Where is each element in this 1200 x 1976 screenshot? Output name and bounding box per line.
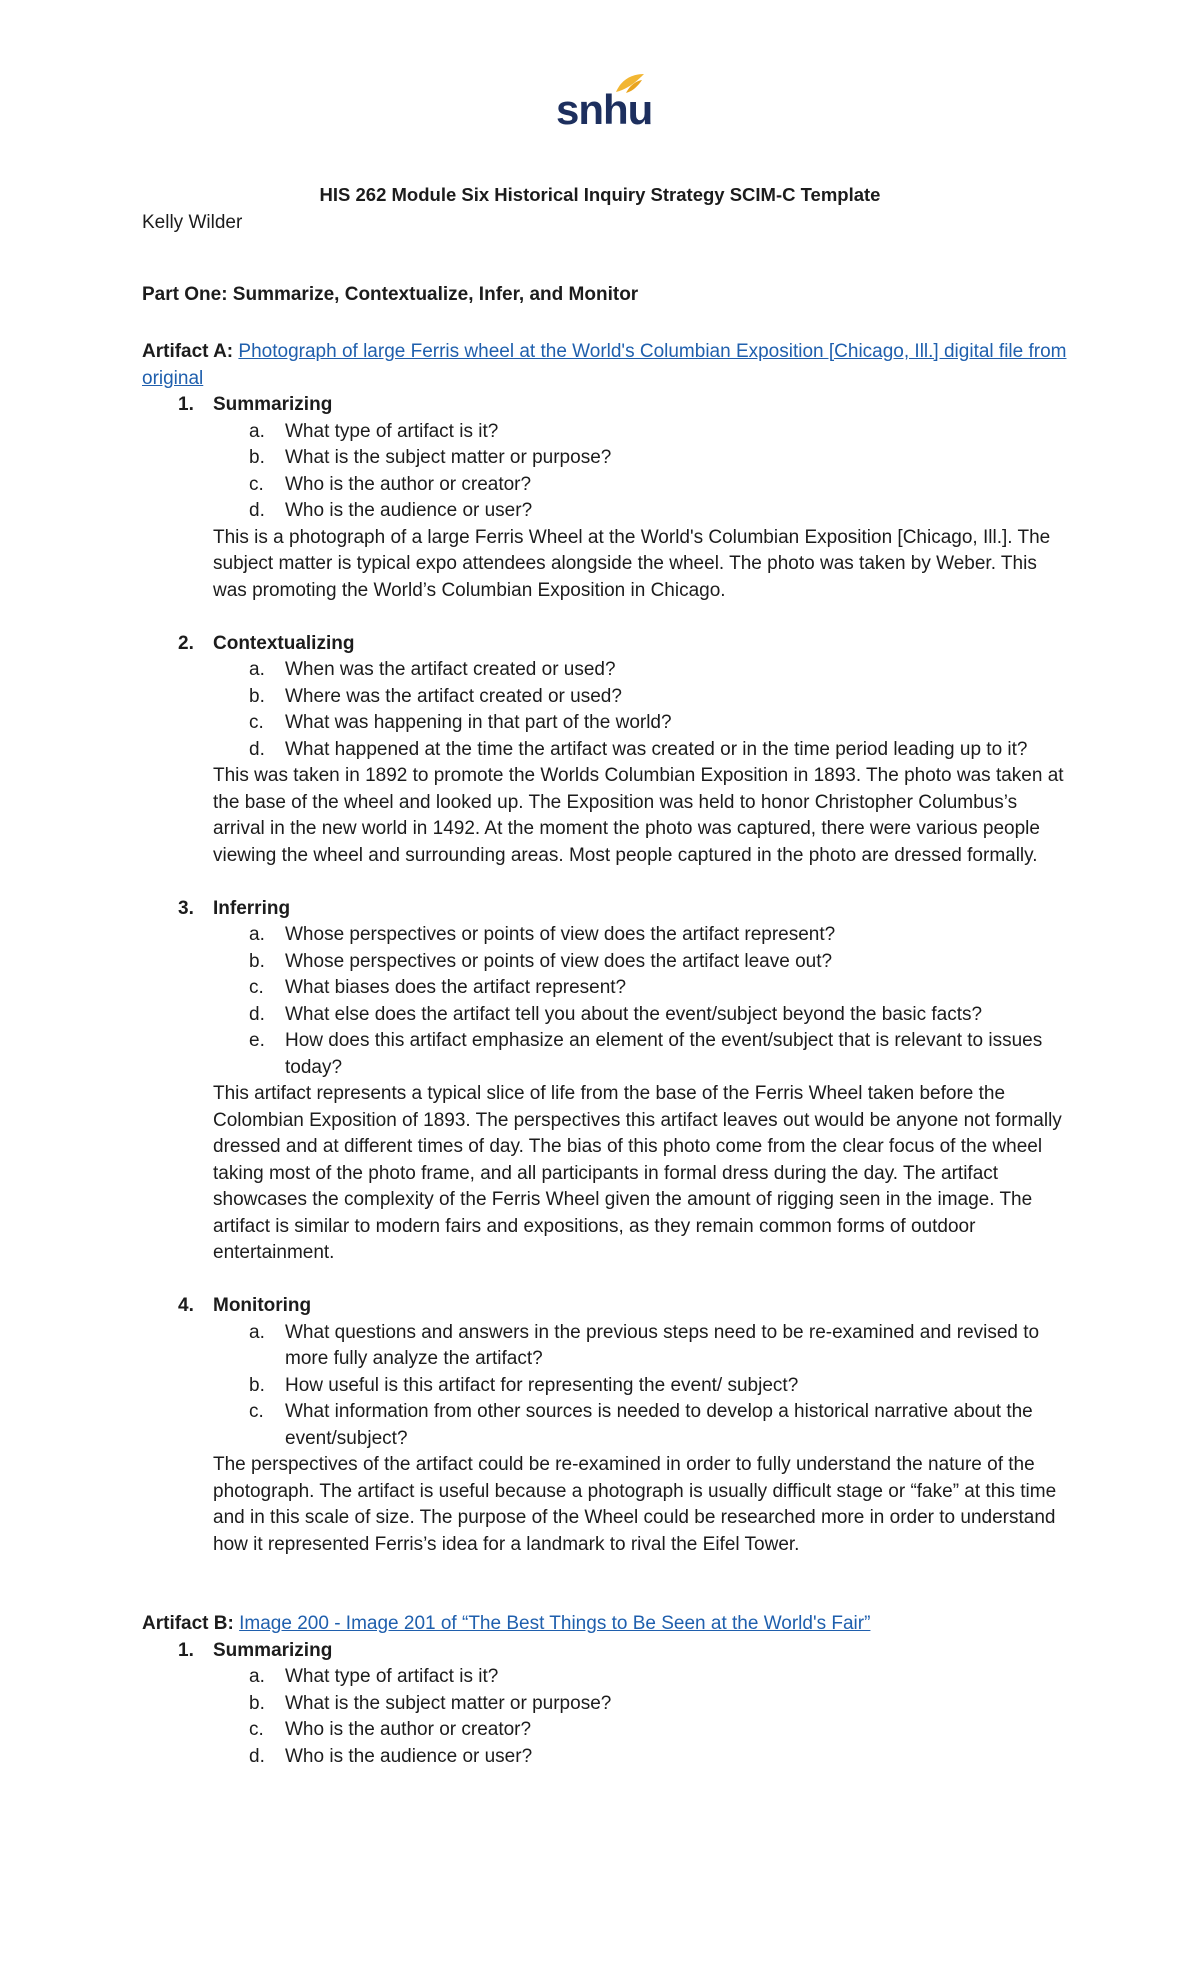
question-item (249, 657, 1072, 684)
artifact-a-link[interactable]: Photograph of large Ferris wheel at the World's Columbian Exposition [Chicago, Ill.] digital file from original (142, 341, 1067, 389)
question-letter: a. (249, 420, 265, 442)
artifact-b-link[interactable]: Image 200 - Image 201 of “The Best Things to Be Seen at the World's Fair” (239, 1613, 871, 1634)
section-number: 1. (178, 394, 194, 415)
question-item (249, 975, 1072, 1002)
question-text: Who is the audience or user? (285, 1745, 533, 1767)
question-letter: e. (249, 1030, 265, 1051)
artifact-a-heading (142, 339, 1072, 392)
author-name: Kelly Wilder (142, 212, 243, 233)
question-letter: b. (249, 447, 265, 468)
question-text: What was happening in that part of the world? (285, 712, 672, 733)
question-item (249, 949, 1072, 976)
question-item (249, 684, 1072, 711)
answer-paragraph: The perspectives of the artifact could be re-examined in order to fully understand the nature of the photograph. The artifact is useful because a photograph is usually difficult stage or “fake” at this time and in this scale of size. The purpose of the Wheel could be researched more in order to understand how it represented Ferris’s idea for a landmark to rival the Eifel Tower. (213, 1454, 1057, 1555)
section-number: 2. (178, 632, 194, 654)
question-text: What type of artifact is it? (285, 420, 499, 442)
section-summarizing (142, 392, 1072, 419)
section-number: 4. (178, 1295, 194, 1316)
section-title: Summarizing (213, 1639, 333, 1661)
question-item (249, 1399, 1072, 1452)
logo-wordmark: snhu (556, 86, 653, 133)
question-letter: d. (249, 1003, 265, 1025)
artifact-label: Artifact A: (142, 341, 234, 362)
question-item (249, 472, 1072, 499)
question-letter: c. (249, 1719, 264, 1740)
question-letter: a. (249, 1321, 265, 1343)
answer-paragraph: This is a photograph of a large Ferris Wheel at the World's Columbian Exposition [Chicago, Ill.]. The subject matter is typical expo attendees alongside the wheel. The photo was taken by Weber. This was promoting the World’s Columbian Exposition in Chicago. (213, 526, 1051, 601)
question-text: Where was the artifact created or used? (285, 685, 622, 707)
question-letter: d. (249, 1745, 265, 1767)
question-text: What is the subject matter or purpose? (285, 1692, 612, 1714)
snhu-logo (556, 72, 652, 134)
question-item (249, 419, 1072, 446)
question-text: What else does the artifact tell you about the event/subject beyond the basic facts? (285, 1003, 983, 1025)
question-text: What information from other sources is needed to develop a historical narrative about the event/subject? (285, 1401, 1033, 1449)
question-letter: a. (249, 659, 265, 680)
section-title: Summarizing (213, 394, 333, 415)
answer-paragraph: This was taken in 1892 to promote the Worlds Columbian Exposition in 1893. The photo was taken at the base of the wheel and looked up. The Exposition was held to honor Christopher Columbus’s arrival in the new world in 1492. At the moment the photo was captured, there were various people viewing the wheel and surrounding areas. Most people captured in the photo are dressed formally. (213, 765, 1064, 866)
section-title: Contextualizing (213, 632, 355, 654)
question-item (249, 1028, 1072, 1081)
question-letter: b. (249, 1374, 265, 1396)
question-letter: d. (249, 500, 265, 521)
question-letter: b. (249, 685, 265, 707)
section-title: Inferring (213, 897, 291, 919)
question-letter: c. (249, 977, 264, 998)
question-item (249, 1717, 1072, 1744)
question-item (249, 1691, 1072, 1718)
section-inferring (142, 896, 1072, 923)
question-letter: a. (249, 924, 265, 945)
artifact-b-heading (142, 1611, 1072, 1638)
question-text: What type of artifact is it? (285, 1666, 499, 1687)
question-text: What questions and answers in the previous steps need to be re-examined and revised to more fully analyze the artifact? (285, 1321, 1040, 1369)
question-item (249, 445, 1072, 472)
artifact-label: Artifact B: (142, 1613, 234, 1634)
question-text: What biases does the artifact represent? (285, 977, 627, 998)
question-text: Whose perspectives or points of view does the artifact leave out? (285, 950, 833, 972)
question-letter: c. (249, 712, 264, 733)
question-item (249, 1744, 1072, 1771)
question-letter: c. (249, 473, 264, 495)
question-item (249, 1373, 1072, 1400)
answer-paragraph: This artifact represents a typical slice of life from the base of the Ferris Wheel taken before the Colombian Exposition of 1893. The perspectives this artifact leaves out would be anyone not formally dressed and at different times of day. The bias of this photo come from the clear focus of the wheel taking most of the photo frame, and all participants in formal dress during the day. The artifact showcases the complexity of the Ferris Wheel given the amount of rigging seen in the image. The artifact is similar to modern fairs and expositions, as they remain common forms of outdoor entertainment. (213, 1083, 1062, 1263)
question-text: How does this artifact emphasize an element of the event/subject that is relevant to issues today? (285, 1030, 1043, 1078)
question-text: Who is the author or creator? (285, 473, 532, 495)
question-text: How useful is this artifact for representing the event/ subject? (285, 1374, 799, 1396)
question-text: Whose perspectives or points of view does the artifact represent? (285, 924, 836, 945)
question-letter: c. (249, 1401, 264, 1422)
question-text: What is the subject matter or purpose? (285, 447, 612, 468)
document-body (142, 339, 1072, 1770)
page-title: HIS 262 Module Six Historical Inquiry Strategy SCIM-C Template (319, 184, 881, 205)
question-text: Who is the audience or user? (285, 500, 533, 521)
question-letter: b. (249, 1692, 265, 1714)
question-text: What happened at the time the artifact was created or in the time period leading up to it? (285, 738, 1028, 760)
question-item (249, 1320, 1072, 1373)
question-item (249, 922, 1072, 949)
question-item (249, 1664, 1072, 1691)
section-monitoring (142, 1293, 1072, 1320)
question-item (249, 498, 1072, 525)
question-text: Who is the author or creator? (285, 1719, 532, 1740)
section-summarizing (142, 1638, 1072, 1665)
section-number: 1. (178, 1639, 194, 1661)
question-letter: d. (249, 738, 265, 760)
part-heading: Part One: Summarize, Contextualize, Infer, and Monitor (142, 284, 639, 305)
section-number: 3. (178, 897, 194, 919)
question-letter: b. (249, 950, 265, 972)
question-item (249, 737, 1072, 764)
question-letter: a. (249, 1666, 265, 1687)
section-contextualizing (142, 631, 1072, 658)
section-title: Monitoring (213, 1295, 312, 1316)
question-item (249, 1002, 1072, 1029)
question-text: When was the artifact created or used? (285, 659, 616, 680)
question-item (249, 710, 1072, 737)
